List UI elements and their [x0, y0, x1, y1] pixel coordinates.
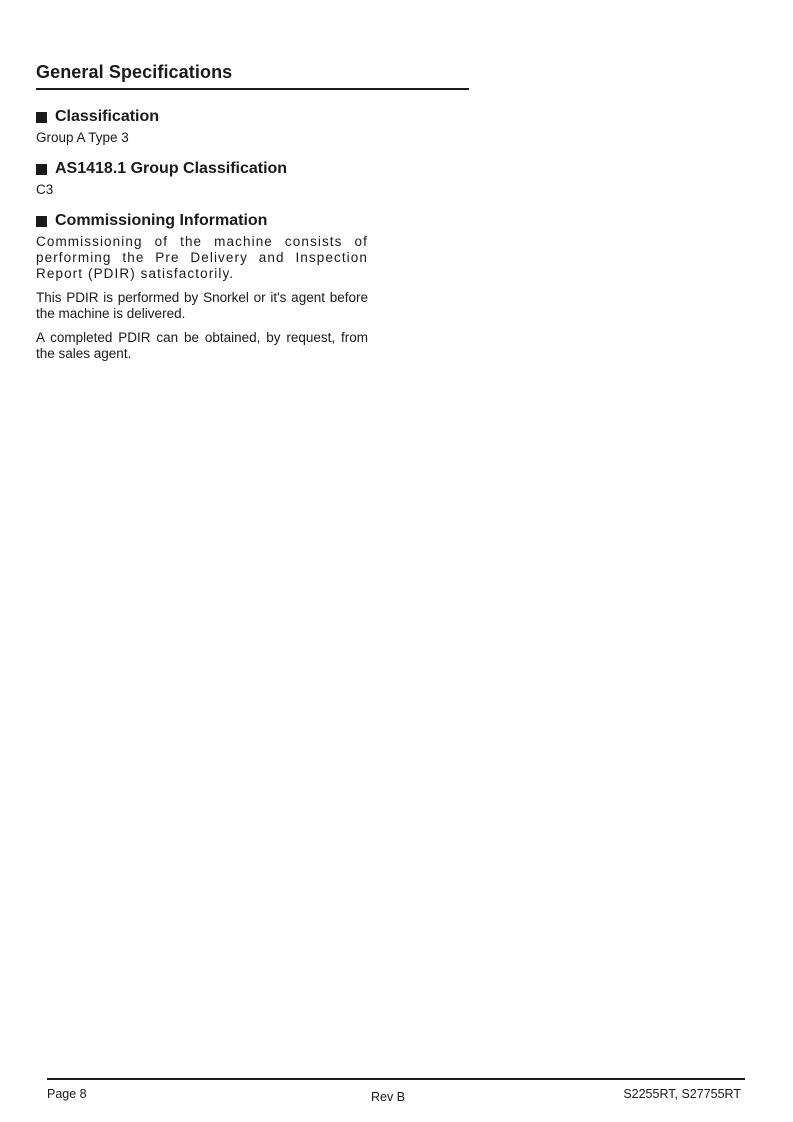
- commissioning-paragraph: This PDIR is performed by Snorkel or it's agent before the machine is delivered.: [36, 290, 368, 321]
- commissioning-paragraph: Commissioning of the machine consists of performing the Pre Delivery and Inspection Report (PDIR) satisfactorily.: [36, 234, 368, 281]
- classification-value: Group A Type 3: [36, 130, 129, 145]
- page-title: General Specifications: [36, 62, 233, 82]
- commissioning-paragraph: A completed PDIR can be obtained, by request, from the sales agent.: [36, 330, 368, 361]
- footer-divider: [47, 1078, 745, 1080]
- square-bullet-icon: [36, 164, 47, 175]
- section-heading: [36, 160, 368, 178]
- square-bullet-icon: [36, 216, 47, 227]
- model-numbers: S2255RT, S27755RT: [623, 1087, 741, 1101]
- section-group-classification: [36, 160, 368, 198]
- section-heading: [36, 212, 368, 230]
- section-heading-label: AS1418.1 Group Classification: [55, 160, 288, 177]
- section-commissioning: [36, 212, 368, 362]
- revision-label: Rev B: [371, 1090, 406, 1104]
- section-heading-label: Classification: [55, 108, 160, 125]
- square-bullet-icon: [36, 112, 47, 123]
- title-divider: [36, 88, 469, 90]
- page-content: [36, 108, 368, 376]
- group-classification-value: C3: [36, 182, 54, 197]
- section-classification: [36, 108, 368, 146]
- section-heading: [36, 108, 368, 126]
- section-heading-label: Commissioning Information: [55, 212, 268, 229]
- page-number: Page 8: [47, 1087, 87, 1101]
